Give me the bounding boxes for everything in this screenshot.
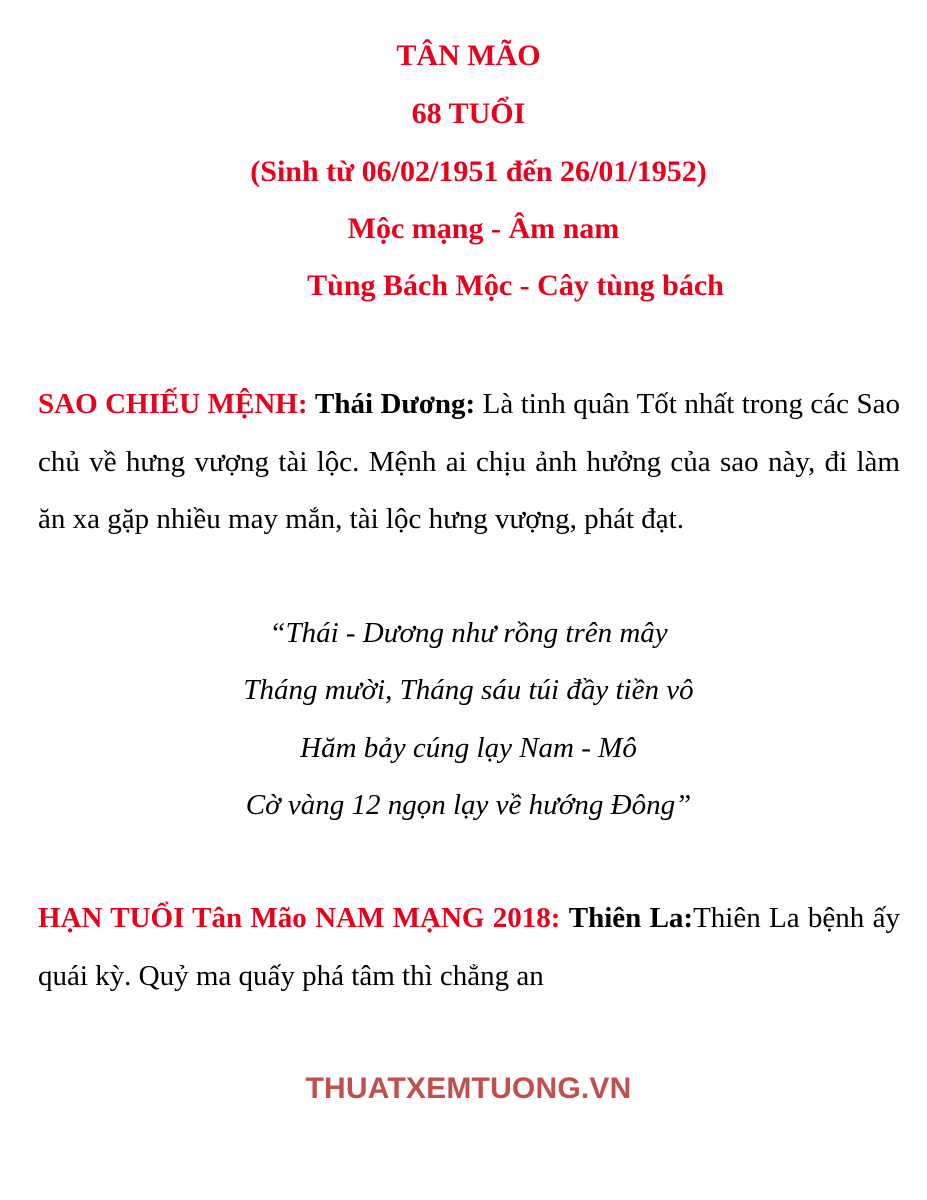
han-name: Thiên La: bbox=[568, 902, 694, 934]
sao-chieu-menh-paragraph bbox=[38, 376, 900, 549]
site-watermark: THUATXEMTUONG.VN bbox=[305, 1072, 632, 1105]
poem-line-3: Hăm bảy cúng lạy Nam - Mô bbox=[300, 732, 637, 764]
poem-line-1: “Thái - Dương như rồng trên mây bbox=[269, 617, 668, 649]
title-element-detail: Tùng Bách Mộc - Cây tùng bách bbox=[307, 269, 724, 302]
star-name: Thái Dương: bbox=[314, 388, 476, 420]
title-birth-range: (Sinh từ 06/02/1951 đến 26/01/1952) bbox=[250, 155, 707, 188]
sao-chieu-menh-label: SAO CHIẾU MỆNH: bbox=[38, 388, 308, 420]
poem-line-2: Tháng mười, Tháng sáu túi đầy tiền vô bbox=[243, 674, 694, 706]
han-description: Thiên La bệnh ấy quái kỳ. Quỷ ma quấy phá tâm thì chẳng an bbox=[38, 902, 900, 992]
star-description: Là tinh quân Tốt nhất trong các Sao chủ về hưng vượng tài lộc. Mệnh ai chịu ảnh hưởng của sao này, đi làm ăn xa gặp nhiều may mắn, tài lộc hưng vượng, phát đạt. bbox=[38, 388, 900, 535]
han-tuoi-paragraph bbox=[38, 890, 900, 1005]
poem-line-4: Cờ vàng 12 ngọn lạy về hướng Đông” bbox=[245, 789, 692, 821]
title-year-name: TÂN MÃO bbox=[396, 39, 541, 72]
han-tuoi-label: HẠN TUỔI Tân Mão NAM MẠNG 2018: bbox=[38, 902, 561, 934]
title-age: 68 TUỔI bbox=[411, 97, 526, 130]
title-element: Mộc mạng - Âm nam bbox=[347, 212, 620, 245]
